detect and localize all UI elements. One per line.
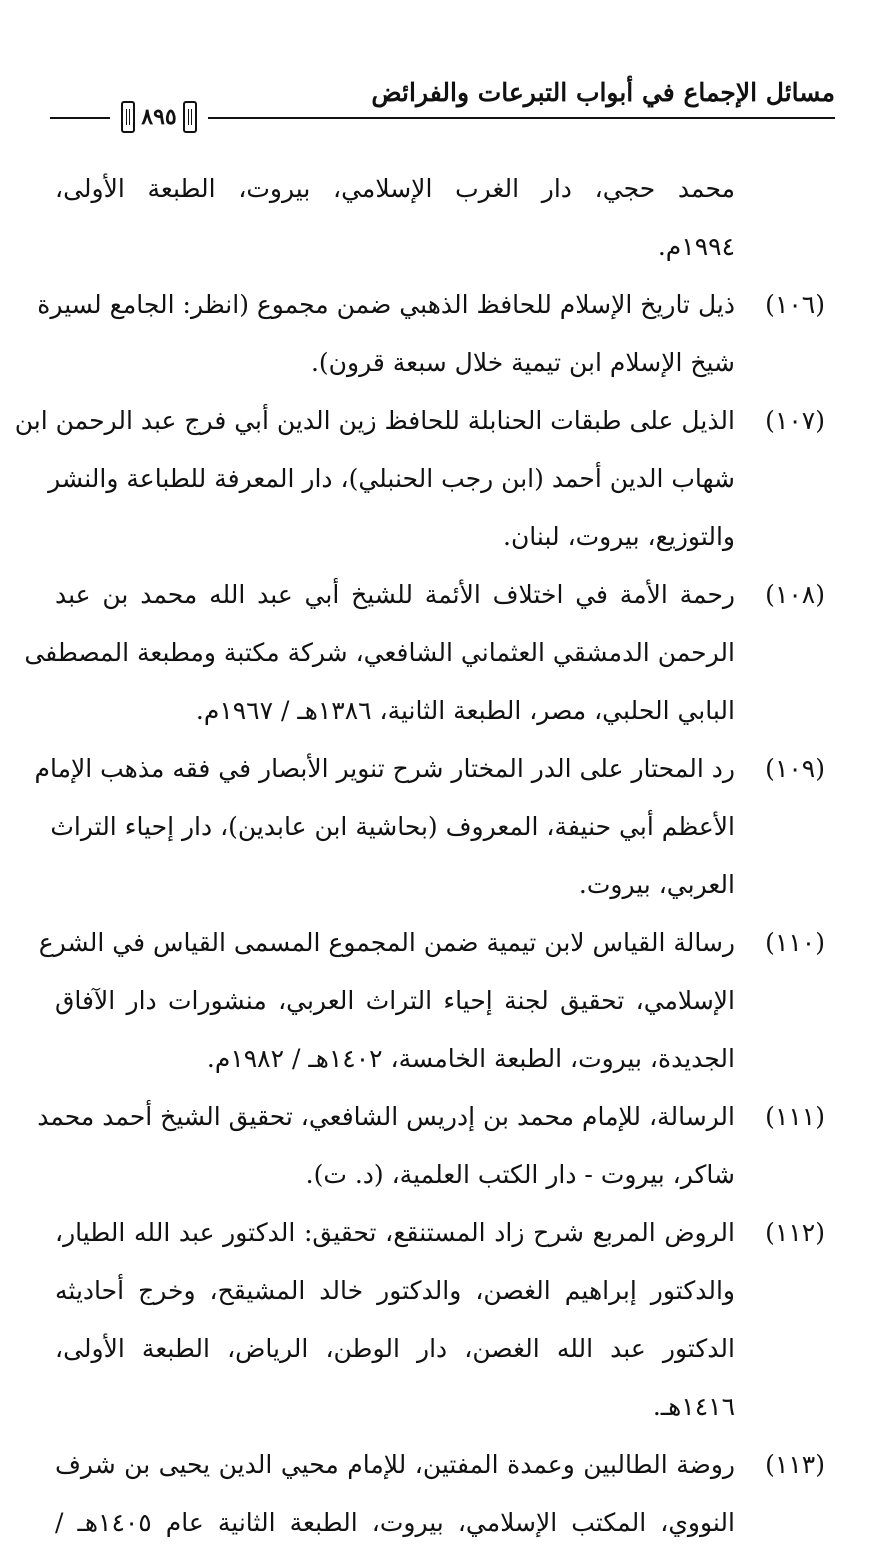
text-line: البابي الحلبي، مصر، الطبعة الثانية، ١٣٨٦هـ / ١٩٦٧م. [195,696,735,725]
text-line: رسالة القياس لابن تيمية ضمن المجموع المسمى القياس في الشرع [38,928,735,957]
bibliography-entry [38,914,825,1088]
bibliography-entry [34,740,825,914]
continuation-text [55,160,825,276]
bibliography-entry [37,276,825,392]
text-line: شهاب الدين أحمد (ابن رجب الحنبلي)، دار المعرفة للطباعة والنشر [48,464,735,493]
entry-number: (١٠٦) [765,290,825,319]
text-line: شيخ الإسلام ابن تيمية خلال سبعة قرون). [310,348,735,377]
bibliography-entry [24,566,825,740]
text-line: ذيل تاريخ الإسلام للحافظ الذهبي ضمن مجموع (انظر: الجامع لسيرة [37,290,735,319]
ornament-left-icon [121,101,135,133]
entry-number: (١١١) [765,1102,825,1131]
bibliography-entry [37,1088,825,1204]
entry-number: (١٠٩) [765,754,825,783]
text-line: روضة الطالبين وعمدة المفتين، للإمام محيي الدين يحيى بن شرف [55,1450,735,1479]
text-line: والدكتور إبراهيم الغصن، والدكتور خالد المشيقح، وخرج أحاديثه [55,1276,735,1305]
text-line: الذيل على طبقات الحنابلة للحافظ زين الدين أبي فرج عبد الرحمن ابن [14,406,735,435]
text-line: والتوزيع، بيروت، لبنان. [503,522,735,551]
ornament-right-icon [183,101,197,133]
text-line: الأعظم أبي حنيفة، المعروف (بحاشية ابن عابدين)، دار إحياء التراث [50,812,735,841]
text-line: الرسالة، للإمام محمد بن إدريس الشافعي، تحقيق الشيخ أحمد محمد [37,1102,735,1131]
text-line: رد المحتار على الدر المختار شرح تنوير الأبصار في فقه مذهب الإمام [34,754,735,783]
page-number: ٨٩٥ [141,104,177,130]
text-line: رحمة الأمة في اختلاف الأئمة للشيخ أبي عبد الله محمد بن عبد [55,580,736,609]
bibliography-list [14,160,825,1552]
running-header-title: مسائل الإجماع في أبواب التبرعات والفرائض [371,78,835,107]
text-line: الروض المربع شرح زاد المستنقع، تحقيق: الدكتور عبد الله الطيار، [55,1218,735,1247]
bibliography-entry [55,1204,825,1436]
bibliography-entry [55,1436,825,1552]
text-line: ١٩٩٤م. [657,232,735,261]
text-line: شاكر، بيروت - دار الكتب العلمية، (د. ت). [305,1160,735,1189]
text-line: الرحمن الدمشقي العثماني الشافعي، شركة مكتبة ومطبعة المصطفى [24,638,735,667]
text-line: محمد حجي، دار الغرب الإسلامي، بيروت، الطبعة الأولى، [55,174,735,203]
entry-number: (١١٠) [765,928,825,957]
text-line: العربي، بيروت. [578,870,735,899]
text-line: الدكتور عبد الله الغصن، دار الوطن، الرياض، الطبعة الأولى، [55,1334,735,1363]
entry-number: (١٠٧) [765,406,825,435]
text-line: النووي، المكتب الإسلامي، بيروت، الطبعة الثانية عام ١٤٠٥هـ / [55,1508,735,1537]
text-line: الإسلامي، تحقيق لجنة إحياء التراث العربي، منشورات دار الآفاق [55,986,735,1015]
bibliography-entry [14,392,825,566]
entry-number: (١١٢) [765,1218,825,1247]
text-line: ١٤١٦هـ. [652,1392,735,1421]
page-number-frame [110,96,208,138]
entry-number: (١١٣) [765,1450,825,1479]
entry-number: (١٠٨) [765,580,825,609]
text-line: الجديدة، بيروت، الطبعة الخامسة، ١٤٠٢هـ / ١٩٨٢م. [206,1044,735,1073]
